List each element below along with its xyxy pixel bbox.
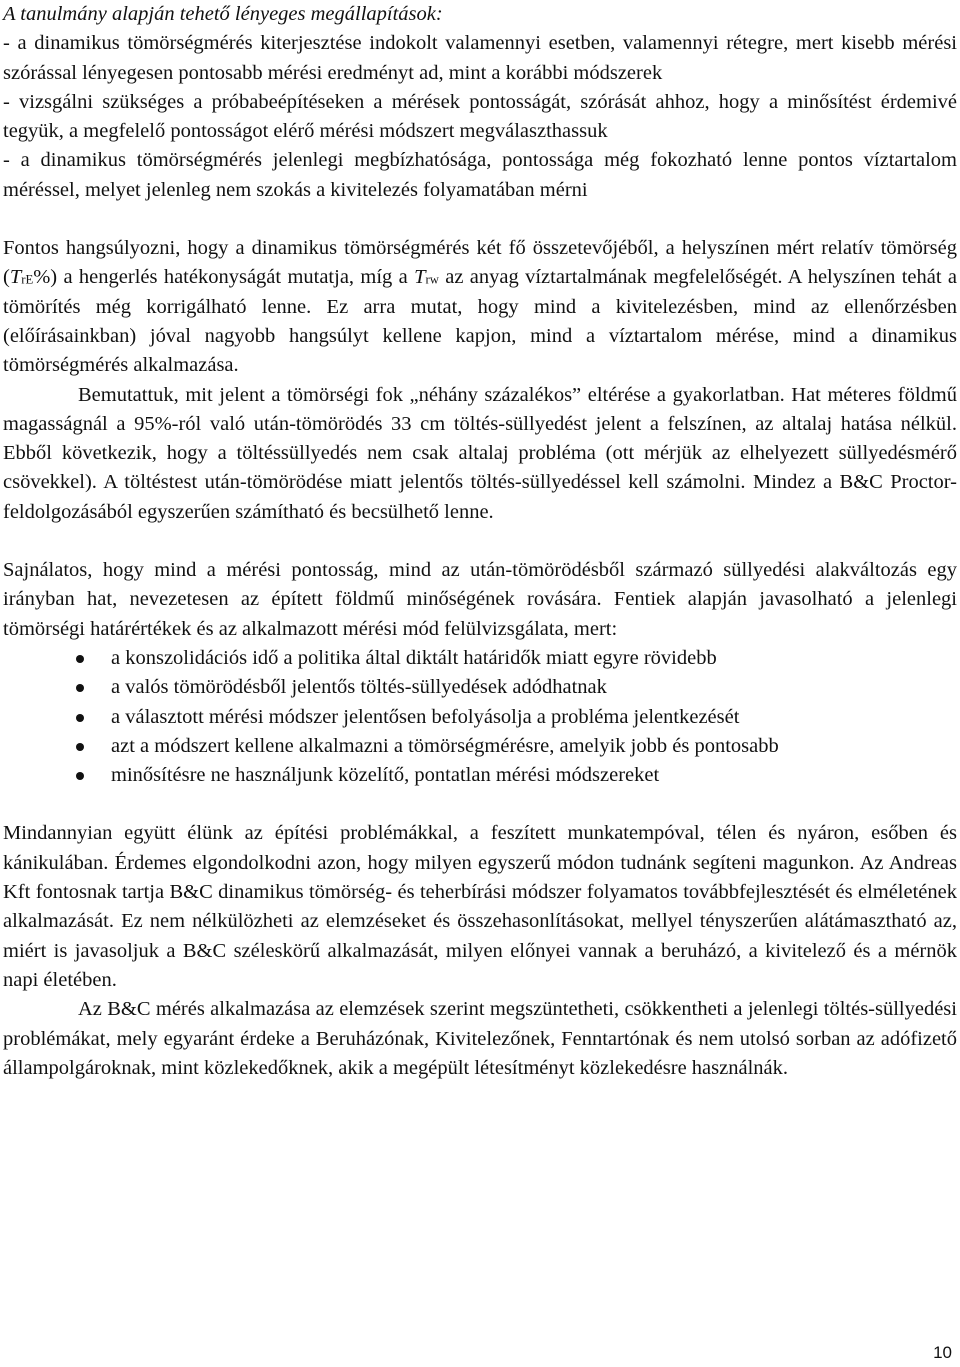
paragraph-construction-problems: Mindannyian együtt élünk az építési problémákkal, a feszített munkatempóval, télen és nyáron, esőben és kánikulában. Érdemes elgondolkodni azon, hogy milyen egyszerű módon tudnánk segíteni magunkon. Az Andreas Kft fontosnak tartja B&C dinamikus tömörség- és teherbírási módszer folyamatos továbbfejlesztését és elméletének alkalmazását. Ez nem nélkülözheti az elemzéseket és összehasonlításokat, mellyel tényszerűen alátámasztható az, miért is javasoljuk a B&C széleskörű alkalmazását, milyen előnyei vannak a beruházó, a kivitelező és a mérnök napi életében.: [3, 822, 957, 991]
paragraph-settlement: Bemutattuk, mit jelent a tömörségi fok „néhány százalékos” eltérése a gyakorlatban. Hat méteres földmű magasságnál a 95%-ról való után-tömörödés 33 cm töltés-süllyedést jelent a felszínen, az altalaj hatása nélkül. Ebből következik, hogy a töltéssüllyedés nem csak altalaj probléma (ott mérjük az elhelyezett süllyedésmérő csövekkel). A töltéstest után-tömörödése miatt jelentős töltés-süllyedéssel kell számolni. Mindez a B&C Proctor-feldolgozásából egyszerűen számítható és becsülhető lenne.: [3, 383, 957, 523]
page-number: 10: [933, 1343, 952, 1362]
list-item: azt a módszert kellene alkalmazni a tömörségmérésre, amelyik jobb és pontosabb: [3, 732, 957, 761]
list-item: a valós tömörödésből jelentős töltés-süllyedések adódhatnak: [3, 673, 957, 702]
bullet-icon: [76, 743, 84, 751]
symbol-trw: T: [414, 266, 426, 289]
spacer: [3, 205, 957, 234]
paragraph-compaction-components: Fontos hangsúlyozni, hogy a dinamikus tömörségmérés két fő összetevőjéből, a helyszínen mért relatív tömörség $(T_{rE}\%)$ a hengerlés hatékonyságát mutatja, míg a $T_{rw}$ az anyag víztartalmának megfelelőségét. A helyszínen tehát a tömörítés még korrigálható lenne. Ez arra mutat, hogy mind a kivitelezésben, mind az ellenőrzésben (előírásainkban) jóval nagyobb hangsúlyt kellene kapjon, mind a víztartalom mérése, mind a dinamikus tömörségmérés alkalmazása.: [3, 237, 957, 377]
bullet-icon: [76, 655, 84, 663]
finding-item: - vizsgálni szükséges a próbabeépítéseken a mérések pontosságát, szórását ahhoz, hogy a minősítést érdemivé tegyük, a megfelelő pontosságot elérő mérési módszert megválaszthassuk: [3, 90, 957, 143]
bullet-icon: [76, 772, 84, 780]
paragraph-recommendation: Sajnálatos, hogy mind a mérési pontosság, mind az után-tömörödésből származó süllyedési alakváltozás egy irányban hat, nevezetesen az épített földmű minőségének rovására. Fentiek alapján javasolható a jelenlegi tömörségi határértékek és az alkalmazott mérési mód felülvizsgálata, mert:: [3, 559, 957, 640]
document-page: [3, 0, 957, 1083]
symbol-tre: T: [9, 266, 22, 289]
section-title: A tanulmány alapján tehető lényeges megállapítások:: [3, 3, 443, 25]
bullet-icon: [76, 714, 84, 722]
paragraph-conclusion: Az B&C mérés alkalmazása az elemzések szerint megszüntetheti, csökkentheti a jelenlegi töltés-süllyedési problémákat, mely egyaránt érdeke a Beruházónak, Kivitelezőnek, Fenntartónak és nem utolsó sorban az adófizető állampolgároknak, mint közlekedőknek, akik a megépült létesítményt közlekedésre használnák.: [3, 998, 957, 1079]
list-item: minősítésre ne használjunk közelítő, pontatlan mérési módszereket: [3, 761, 957, 790]
findings-list: [3, 29, 957, 205]
spacer: [3, 790, 957, 819]
finding-item: - a dinamikus tömörségmérés jelenlegi megbízhatósága, pontossága még fokozható lenne pontos víztartalom méréssel, melyet jelenleg nem szokás a kivitelezés folyamatában mérni: [3, 149, 957, 201]
spacer: [3, 527, 957, 556]
list-item: a választott mérési módszer jelentősen befolyásolja a probléma jelentkezését: [3, 703, 957, 732]
reasons-list: [3, 644, 957, 790]
finding-item: - a dinamikus tömörségmérés kiterjesztése indokolt valamennyi esetben, valamennyi rétegre, mert kisebb mérési szórással lényegesen pontosabb mérési eredményt ad, mint a korábbi módszerek: [3, 32, 957, 84]
list-item: a konszolidációs idő a politika által diktált határidők miatt egyre rövidebb: [3, 644, 957, 673]
bullet-icon: [76, 684, 84, 692]
